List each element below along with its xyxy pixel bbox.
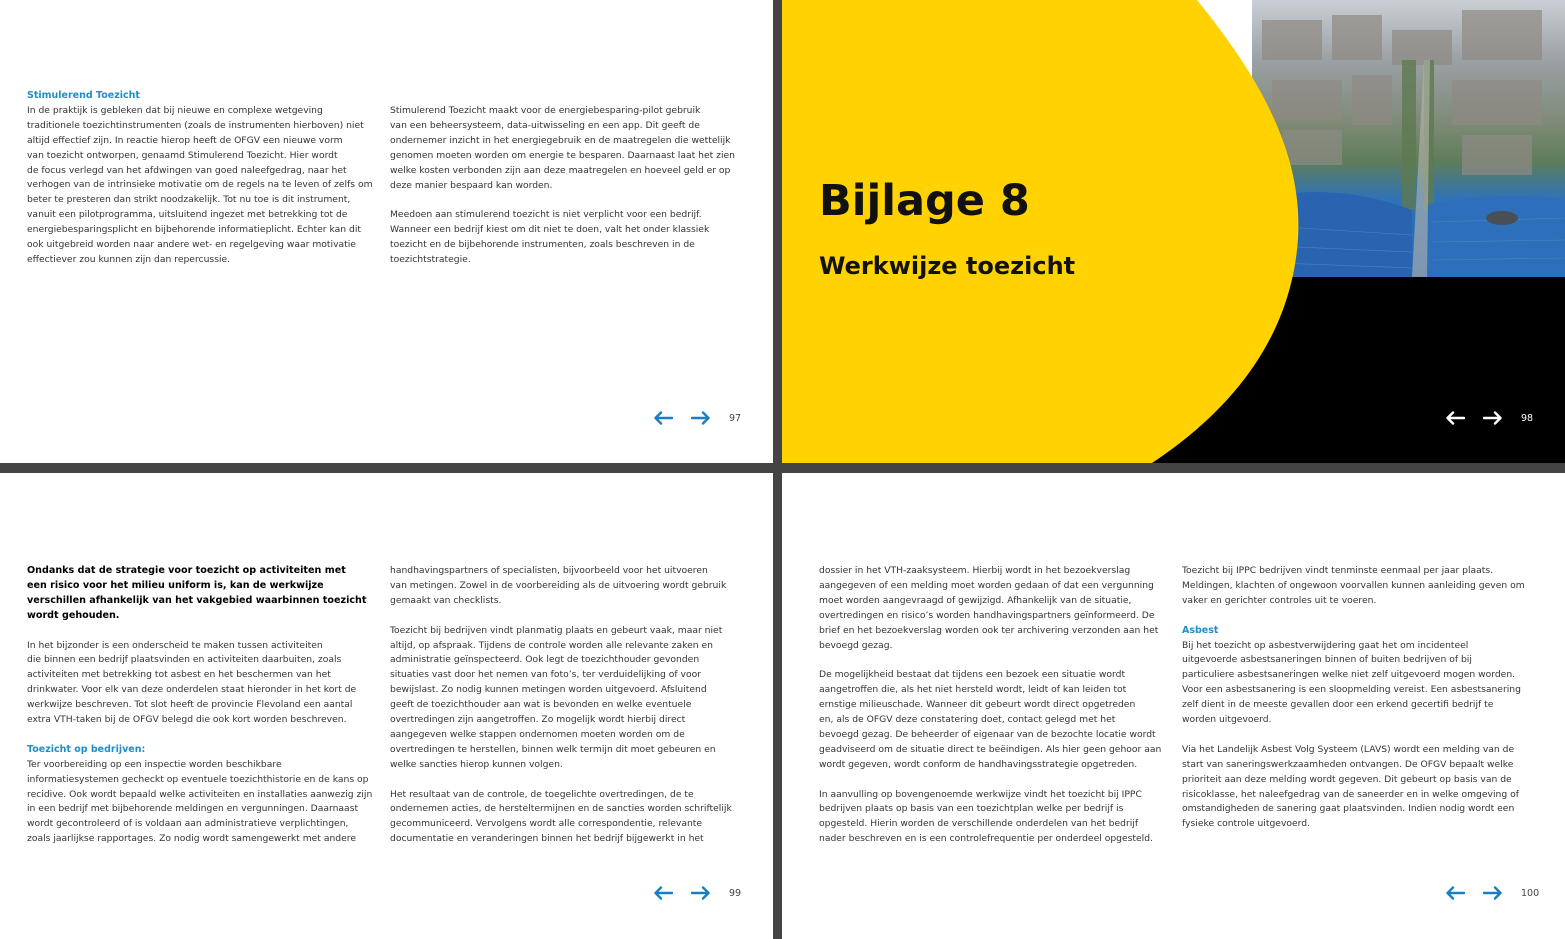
paragraph: Toezicht bij IPPC bedrijven vindt tenminste eenmaal per jaar plaats. Meldingen, klachten of ongewoon voorvallen kunnen aanleiding geven om vaker en gerichter controles uit te voeren. [1182,565,1525,606]
page-number: 98 [1521,412,1534,424]
appendix-subtitle: Werkwijze toezicht [819,252,1076,280]
column-right [1182,564,1542,832]
paragraph: Bij het toezicht op asbestverwijdering gaat het om incidenteel uitgevoerde asbestsaneringen binnen of buiten bedrijven of bij particuliere asbestsaneringen welke niet zelf uitgevoerd mogen worden. Voor een asbestsanering is een sloopmelding vereist. Een asbestsanering zelf dient in de meeste gevallen door een erkend gecertifi bedrijf te worden uitgevoerd. [1182,639,1521,726]
page-navigation [653,886,741,900]
arrow-left-icon[interactable] [653,411,673,425]
paragraph: handhavingspartners of specialisten, bijvoorbeeld voor het uitvoeren van metingen. Zowel in de voorbereiding als de uitvoering wordt gebruik gemaakt van checklists. [390,565,727,606]
page-100 [782,473,1565,939]
page-98 [782,0,1565,463]
page-navigation [653,411,741,425]
arrow-right-icon[interactable] [691,886,711,900]
section-heading-asbest: Asbest [1182,624,1219,636]
arrow-right-icon[interactable] [1483,411,1503,425]
paragraph: In aanvulling op bovengenoemde werkwijze vindt het toezicht bij IPPC bedrijven plaats op basis van een toezichtplan welke per bedrijf is opgesteld. Hierin worden de verschillende onderdelen van het bedrijf nader beschreven en is een controlefrequentie per onderdeel opgesteld. [819,788,1153,845]
page-navigation [1445,411,1533,425]
arrow-left-icon[interactable] [1445,886,1465,900]
paragraph: In de praktijk is gebleken dat bij nieuwe en complexe wetgeving traditionele toezichtinstrumenten (zoals de instrumenten hierboven) niet altijd effectief zijn. In reactie hierop heeft de OFGV een nieuwe vorm van toezicht ontworpen, genaamd Stimulerend Toezicht. Hier wordt de focus verlegd van het afdwingen van goed naleefgedrag, naar het verhogen van de intrinsieke motivatie om de regels na te leven of zelfs om beter te presteren dan strikt noodzakelijk. Tot nu toe is dit instrument, vanuit een pilotprogramma, uitsluitend ingezet met betrekking tot de energiebesparingsplicht en bijbehorende informatieplicht. Echter kan dit ook uitgebreid worden naar andere wet- en regelgeving waar motivatie effectiever zou kunnen zijn dan repercussie. [27,104,373,265]
page-99 [0,473,773,939]
paragraph: Het resultaat van de controle, de toegelichte overtredingen, de te ondernemen acties, de hersteltermijnen en de sancties worden schriftelijk gecommuniceerd. Vervolgens wordt alle correspondentie, relevante documentatie en veranderingen binnen het bedrijf bijgewerkt in het [390,788,732,845]
page-97 [0,0,773,463]
page-number: 100 [1521,887,1540,899]
page-navigation [1445,886,1539,900]
paragraph: Meedoen aan stimulerend toezicht is niet verplicht voor een bedrijf. Wanneer een bedrijf kiest om dit niet te doen, valt het onder klassiek toezicht en de bijbehorende instrumenten, zoals beschreven in de toezichtstrategie. [390,209,710,266]
appendix-title: Bijlage 8 [819,176,1030,226]
paragraph: Ter voorbereiding op een inspectie worden beschikbare informatiesystemen gecheckt op eventuele toezichthistorie en de kans op recidive. Ook wordt bepaald welke activiteiten en installaties aanwezig zijn in een bedrijf met bijbehorende meldingen en vergunningen. Daarnaast wordt gecontroleerd of is voldaan aan administratieve verplichtingen, zoals jaarlijkse rapportages. Zo nodig wordt samengewerkt met andere [27,758,373,845]
arrow-left-icon[interactable] [1445,411,1465,425]
section-heading-stimulerend-toezicht: Stimulerend Toezicht [27,90,140,101]
column-left [27,564,377,847]
paragraph: Via het Landelijk Asbest Volg Systeem (LAVS) wordt een melding van de start van saneringswerkzaamheden ontvangen. De OFGV bepaalt welke prioriteit aan deze melding wordt gegeven. Dit gebeurt op basis van de risicoklasse, het naleefgedrag van de saneerder en in welke omgeving of omstandigheden de sanering gaat plaatsvinden. Indien nodig wordt een fysieke controle uitgevoerd. [1182,743,1519,830]
paragraph: De mogelijkheid bestaat dat tijdens een bezoek een situatie wordt aangetroffen die, als het niet hersteld wordt, leidt of kan leiden tot ernstige milieuschade. Wanneer dit gebeurt wordt direct opgetreden en, als de OFGV deze constatering doet, contact gelegd met het bevoegd gezag. De beheerder of eigenaar van de bezochte locatie wordt geadviseerd om de situatie direct te beëindigen. Als hier geen gehoor aan wordt gegeven, wordt conform de handhavingsstrategie opgetreden. [819,669,1162,770]
page-number: 99 [729,887,742,899]
section-heading-toezicht-op-bedrijven: Toezicht op bedrijven: [27,743,146,755]
page-number: 97 [729,412,742,424]
paragraph: Toezicht bij bedrijven vindt planmatig plaats en gebeurt vaak, maar niet altijd, op afspraak. Tijdens de controle worden alle relevante zaken en administratie geïnspecteerd. Ook legt de toezichthouder gevonden situaties vast door het nemen van foto’s, ter verduidelijking of voor bewijslast. Zo nodig kunnen metingen worden uitgevoerd. Afsluitend geeft de toezichthouder aan wat is bevonden en welke eventuele overtredingen zijn aangetroffen. Zo mogelijk wordt hierbij direct aangegeven welke stappen ondernomen moeten worden om de overtredingen te herstellen, binnen welk termijn dit moet gebeuren en welke sancties hierop kunnen volgen. [390,624,723,770]
column-left [819,564,1174,847]
arrow-left-icon[interactable] [653,886,673,900]
column-left [27,89,377,268]
column-right [390,564,750,847]
column-right [390,104,745,268]
arrow-right-icon[interactable] [691,411,711,425]
lead-paragraph: Ondanks dat de strategie voor toezicht op activiteiten met een risico voor het milieu uniform is, kan de werkwijze verschillen afhankelijk van het vakgebied waarbinnen toezicht wordt gehouden. [27,565,367,621]
paragraph: dossier in het VTH-zaaksysteem. Hierbij wordt in het bezoekverslag aangegeven of een melding moet worden gedaan of dat een vergunning moet worden aangevraagd of gewijzigd. Afhankelijk van de situatie, overtredingen en risico’s worden handhavingspartners geïnformeerd. De brief en het bezoekverslag worden ook ter archivering verzonden aan het bevoegd gezag. [819,565,1159,651]
paragraph: Stimulerend Toezicht maakt voor de energiebesparing-pilot gebruik van een beheersysteem, data-uitwisseling en een app. Dit geeft de ondernemer inzicht in het energiegebruik en de maatregelen die wettelijk genomen moeten worden om energie te besparen. Daarnaast laat het zien welke kosten verbonden zijn aan deze maatregelen en hoeveel geld er op deze manier bespaard kan worden. [390,105,735,191]
arrow-right-icon[interactable] [1483,886,1503,900]
paragraph: In het bijzonder is een onderscheid te maken tussen activiteiten die binnen een bedrijf plaatsvinden en activiteiten daarbuiten, zoals activiteiten met betrekking tot asbest en het beschermen van het drinkwater. Voor elk van deze onderdelen staat hieronder in het kort de werkwijze beschreven. Tot slot heeft de provincie Flevoland een aantal extra VTH-taken bij de OFGV belegd die ook kort worden beschreven. [27,639,357,726]
yellow-shape [782,0,1565,463]
